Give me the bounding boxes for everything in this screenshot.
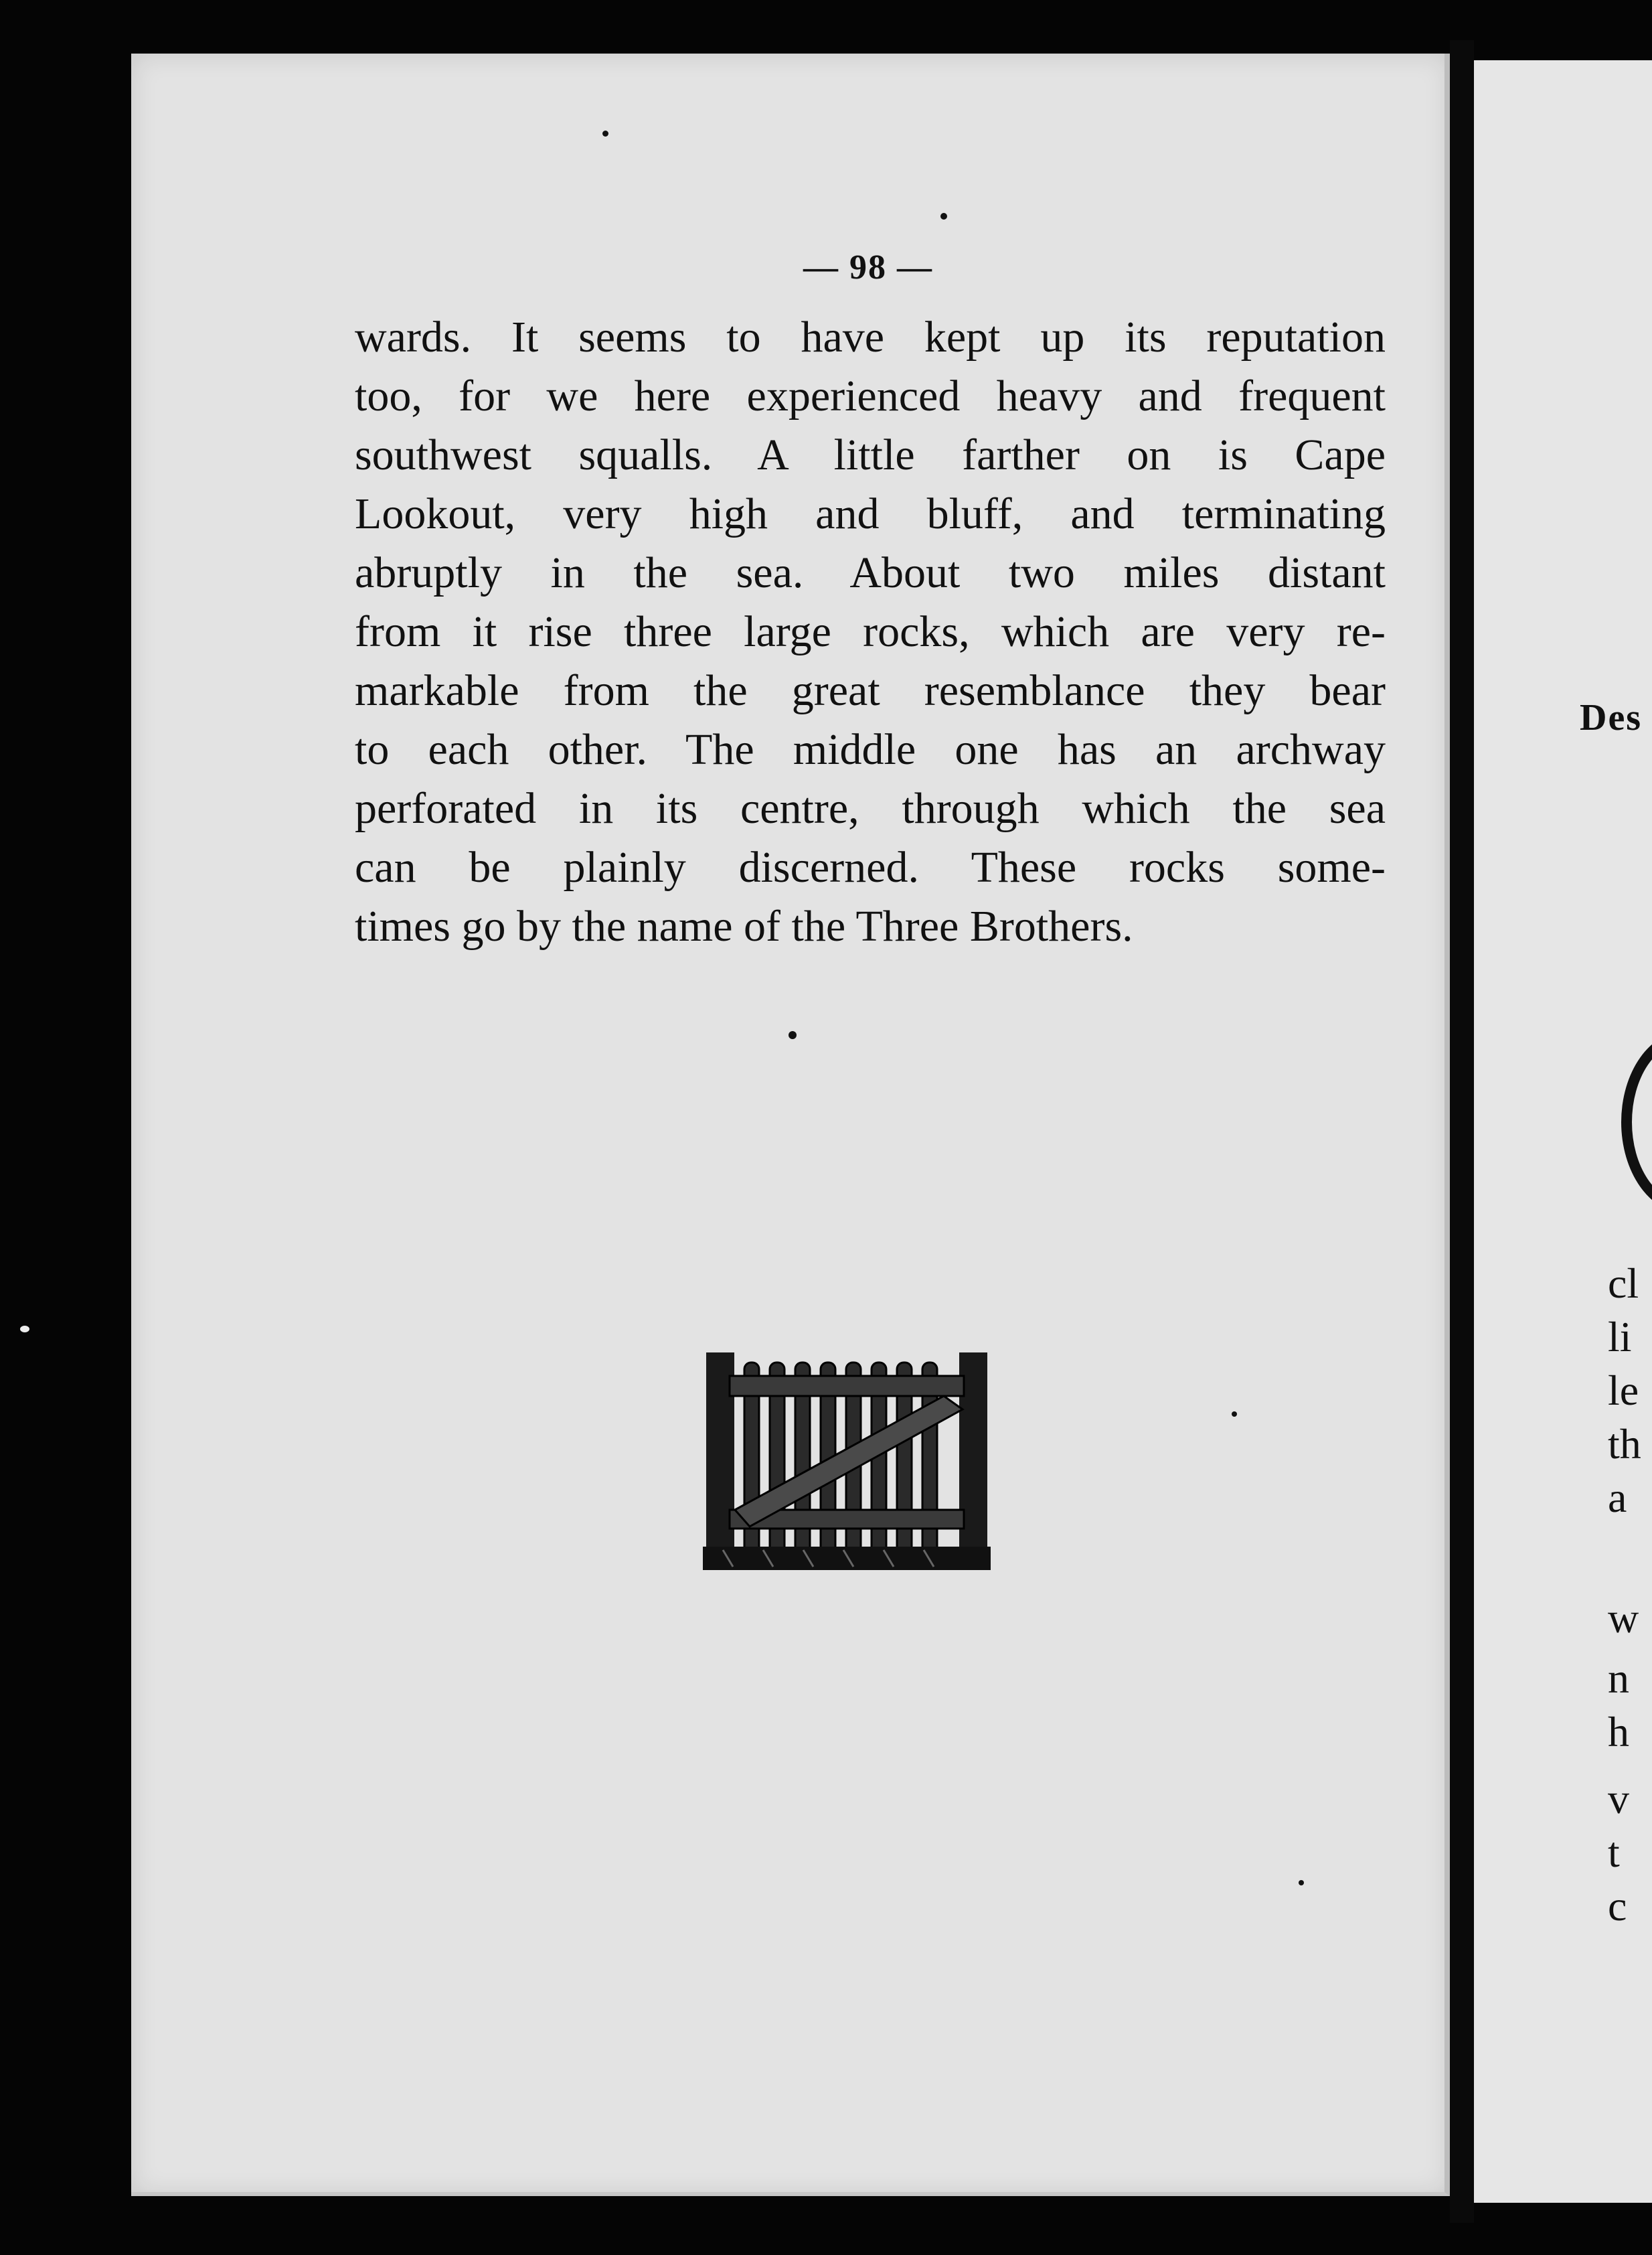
text-fragment: n: [1608, 1654, 1629, 1702]
text-fragment: le: [1608, 1367, 1639, 1414]
text-line: can be plainly discerned. These rocks some-: [355, 843, 1386, 892]
text-fragment: th: [1608, 1420, 1641, 1468]
text-fragment: h: [1608, 1708, 1629, 1756]
text-line: abruptly in the sea. About two miles distant: [355, 548, 1386, 597]
text-line: too, for we here experienced heavy and frequent: [355, 372, 1386, 420]
text-line: markable from the great resemblance they bear: [355, 666, 1386, 715]
text-line: Lookout, very high and bluff, and terminating: [355, 489, 1386, 538]
text-fragment: t: [1608, 1829, 1620, 1876]
page-number: — 98 —: [803, 248, 933, 287]
scan-speck: [1232, 1411, 1237, 1417]
right-page-heading-fragment: Des: [1580, 697, 1643, 738]
text-fragment: cl: [1608, 1259, 1639, 1307]
scan-speck: [602, 131, 608, 137]
text-fragment: w: [1608, 1594, 1639, 1642]
text-line: southwest squalls. A little farther on is Cape: [355, 431, 1386, 479]
text-fragment: li: [1608, 1313, 1632, 1360]
text-line: wards. It seems to have kept up its reputation: [355, 313, 1386, 362]
text-fragment: v: [1608, 1775, 1629, 1822]
book-gutter: [1450, 40, 1474, 2223]
text-line: times go by the name of the Three Brothers.: [355, 902, 1133, 951]
text-line: from it rise three large rocks, which are very re-: [355, 607, 1386, 656]
body-text: [355, 308, 1386, 956]
scan-speck: [1299, 1880, 1304, 1885]
drop-cap-fragment: [1621, 1031, 1652, 1213]
right-page: [1474, 60, 1652, 2203]
text-fragment: a: [1608, 1474, 1627, 1521]
text-line: perforated in its centre, through which the sea: [355, 784, 1386, 833]
scan-speck: [940, 213, 947, 220]
text-fragment: c: [1608, 1882, 1627, 1930]
scan-speck: [20, 1326, 29, 1332]
text-line: to each other. The middle one has an archway: [355, 725, 1386, 774]
gate-illustration: [703, 1346, 991, 1573]
scan-speck: [789, 1031, 797, 1039]
